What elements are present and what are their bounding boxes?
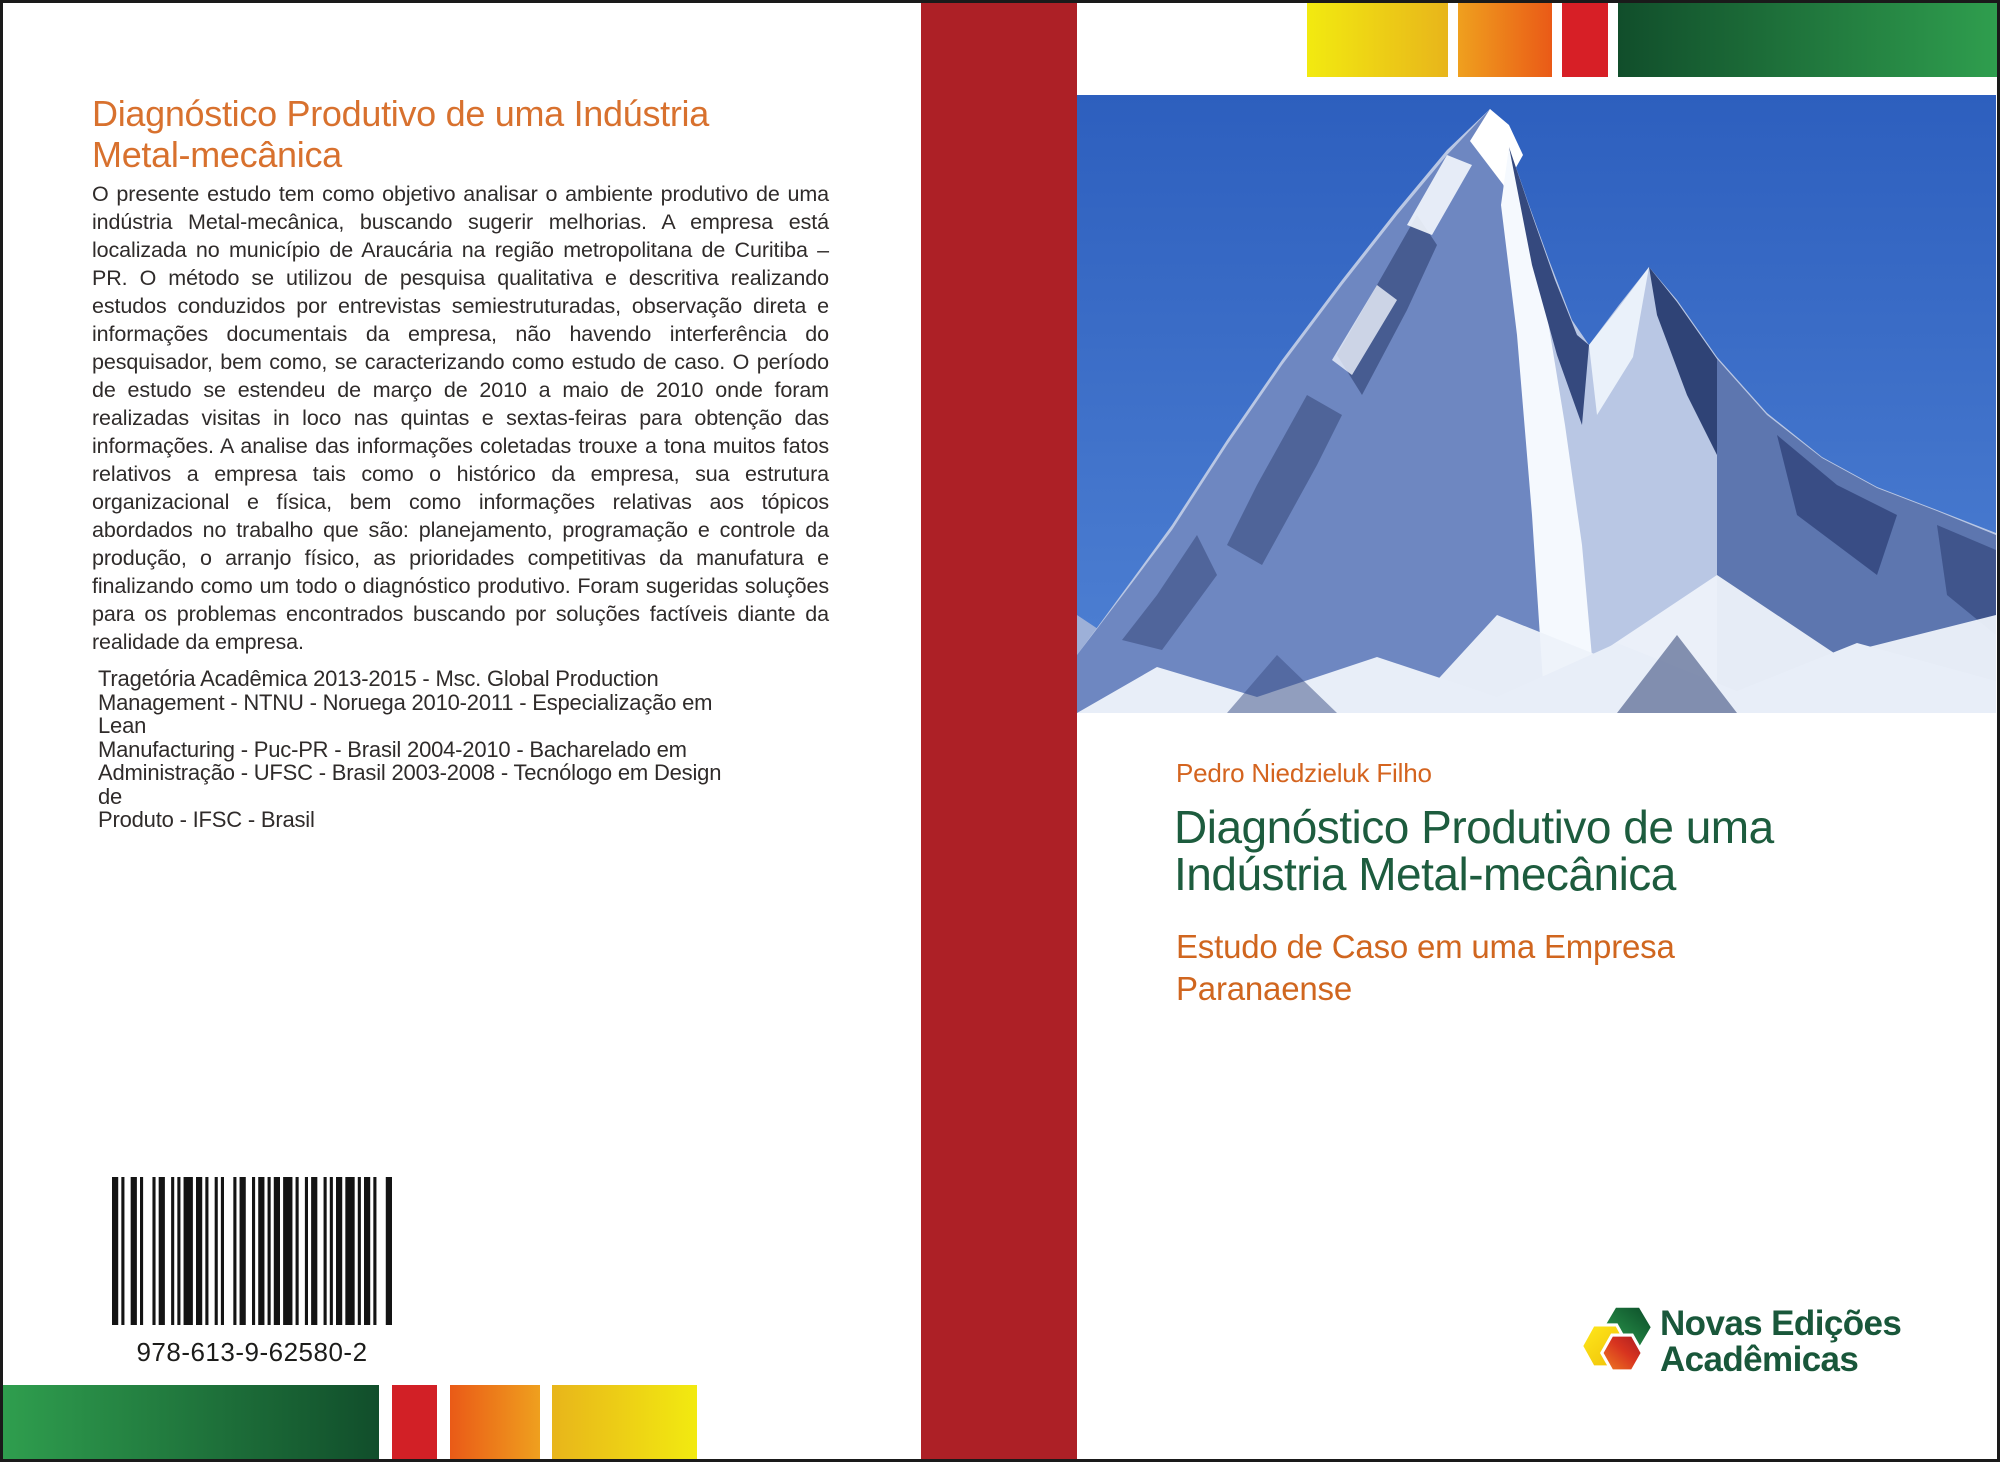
publisher-hexagons-icon bbox=[1580, 1302, 1654, 1386]
strip-bar-red bbox=[392, 1385, 437, 1459]
front-cover-title bbox=[1174, 801, 1954, 900]
strip-bar-orange bbox=[1458, 3, 1552, 77]
front-title-line-2: Indústria Metal-mecânica bbox=[1174, 848, 1676, 900]
strip-bar-yellow bbox=[1307, 3, 1448, 77]
front-title-line-1: Diagnóstico Produtivo de uma bbox=[1174, 801, 1774, 853]
publisher-name-line-2: Acadêmicas bbox=[1660, 1340, 1859, 1379]
front-cover-subtitle bbox=[1176, 926, 1876, 1010]
back-cover-title bbox=[92, 93, 792, 175]
strip-bar-orange bbox=[450, 1385, 540, 1459]
isbn-barcode bbox=[112, 1177, 392, 1325]
author-bio-line: Manufacturing - Puc-PR - Brasil 2004-2010 - Bacharelado em bbox=[98, 736, 687, 762]
strip-bar-red bbox=[1562, 3, 1608, 77]
back-cover-summary: O presente estudo tem como objetivo analisar o ambiente produtivo de uma indústria Metal-mecânica, buscando sugerir melhorias. A empresa está localizada no município de Araucária na região metropolitana de Curitiba – PR. O método se utilizou de pesquisa qualitativa e descritiva realizando estudos conduzidos por entrevistas semiestruturadas, observação direta e informações documentais da empresa, não havendo interferência do pesquisador, bem como, se caracterizando como estudo de caso. O período de estudo se estendeu de março de 2010 a maio de 2010 onde foram realizadas visitas in loco nas quintas e sextas-feiras para obtenção das informações. A analise das informações coletadas trouxe a tona muitos fatos relativos a empresa tais como o histórico da empresa, sua estrutura organizacional e física, bem como informações relativas aos tópicos abordados no trabalho que são: planejamento, programação e controle da produção, o arranjo físico, as prioridades competitivas da manufatura e finalizando como um todo o diagnóstico produtivo. Foram sugeridas soluções para os problemas encontrados buscando por soluções factíveis diante da realidade da empresa. bbox=[92, 182, 829, 654]
author-bio-line: Management - NTNU - Noruega 2010-2011 - Especialização em Lean bbox=[98, 689, 713, 738]
publisher-name-line-1: Novas Edições bbox=[1660, 1304, 1902, 1343]
publisher-logo bbox=[1580, 1300, 1980, 1392]
strip-bar-green bbox=[3, 1385, 379, 1459]
publisher-name bbox=[1660, 1306, 1901, 1378]
strip-bar-yellow bbox=[552, 1385, 697, 1459]
back-title-line-1: Diagnóstico Produtivo de uma Indústria bbox=[92, 93, 709, 134]
author-name: Pedro Niedzieluk Filho bbox=[1176, 758, 1432, 788]
back-title-line-2: Metal-mecânica bbox=[92, 134, 342, 175]
author-bio-line: Tragetória Acadêmica 2013-2015 - Msc. Global Production bbox=[98, 666, 659, 691]
author-bio bbox=[98, 667, 738, 832]
strip-bar-green bbox=[1618, 3, 1997, 77]
mountain-illustration bbox=[1077, 95, 1996, 713]
barcode-icon bbox=[112, 1177, 392, 1325]
author-bio-line: Produto - IFSC - Brasil bbox=[98, 807, 315, 832]
isbn-number: 978-613-9-62580-2 bbox=[136, 1337, 368, 1367]
cover-photo-mountain bbox=[1077, 95, 1996, 713]
author-bio-line: Administração - UFSC - Brasil 2003-2008 - Tecnólogo em Design de bbox=[98, 760, 722, 809]
subtitle-line-2: Paranaense bbox=[1176, 970, 1352, 1007]
book-spine bbox=[921, 3, 1077, 1459]
subtitle-line-1: Estudo de Caso em uma Empresa bbox=[1176, 928, 1675, 965]
